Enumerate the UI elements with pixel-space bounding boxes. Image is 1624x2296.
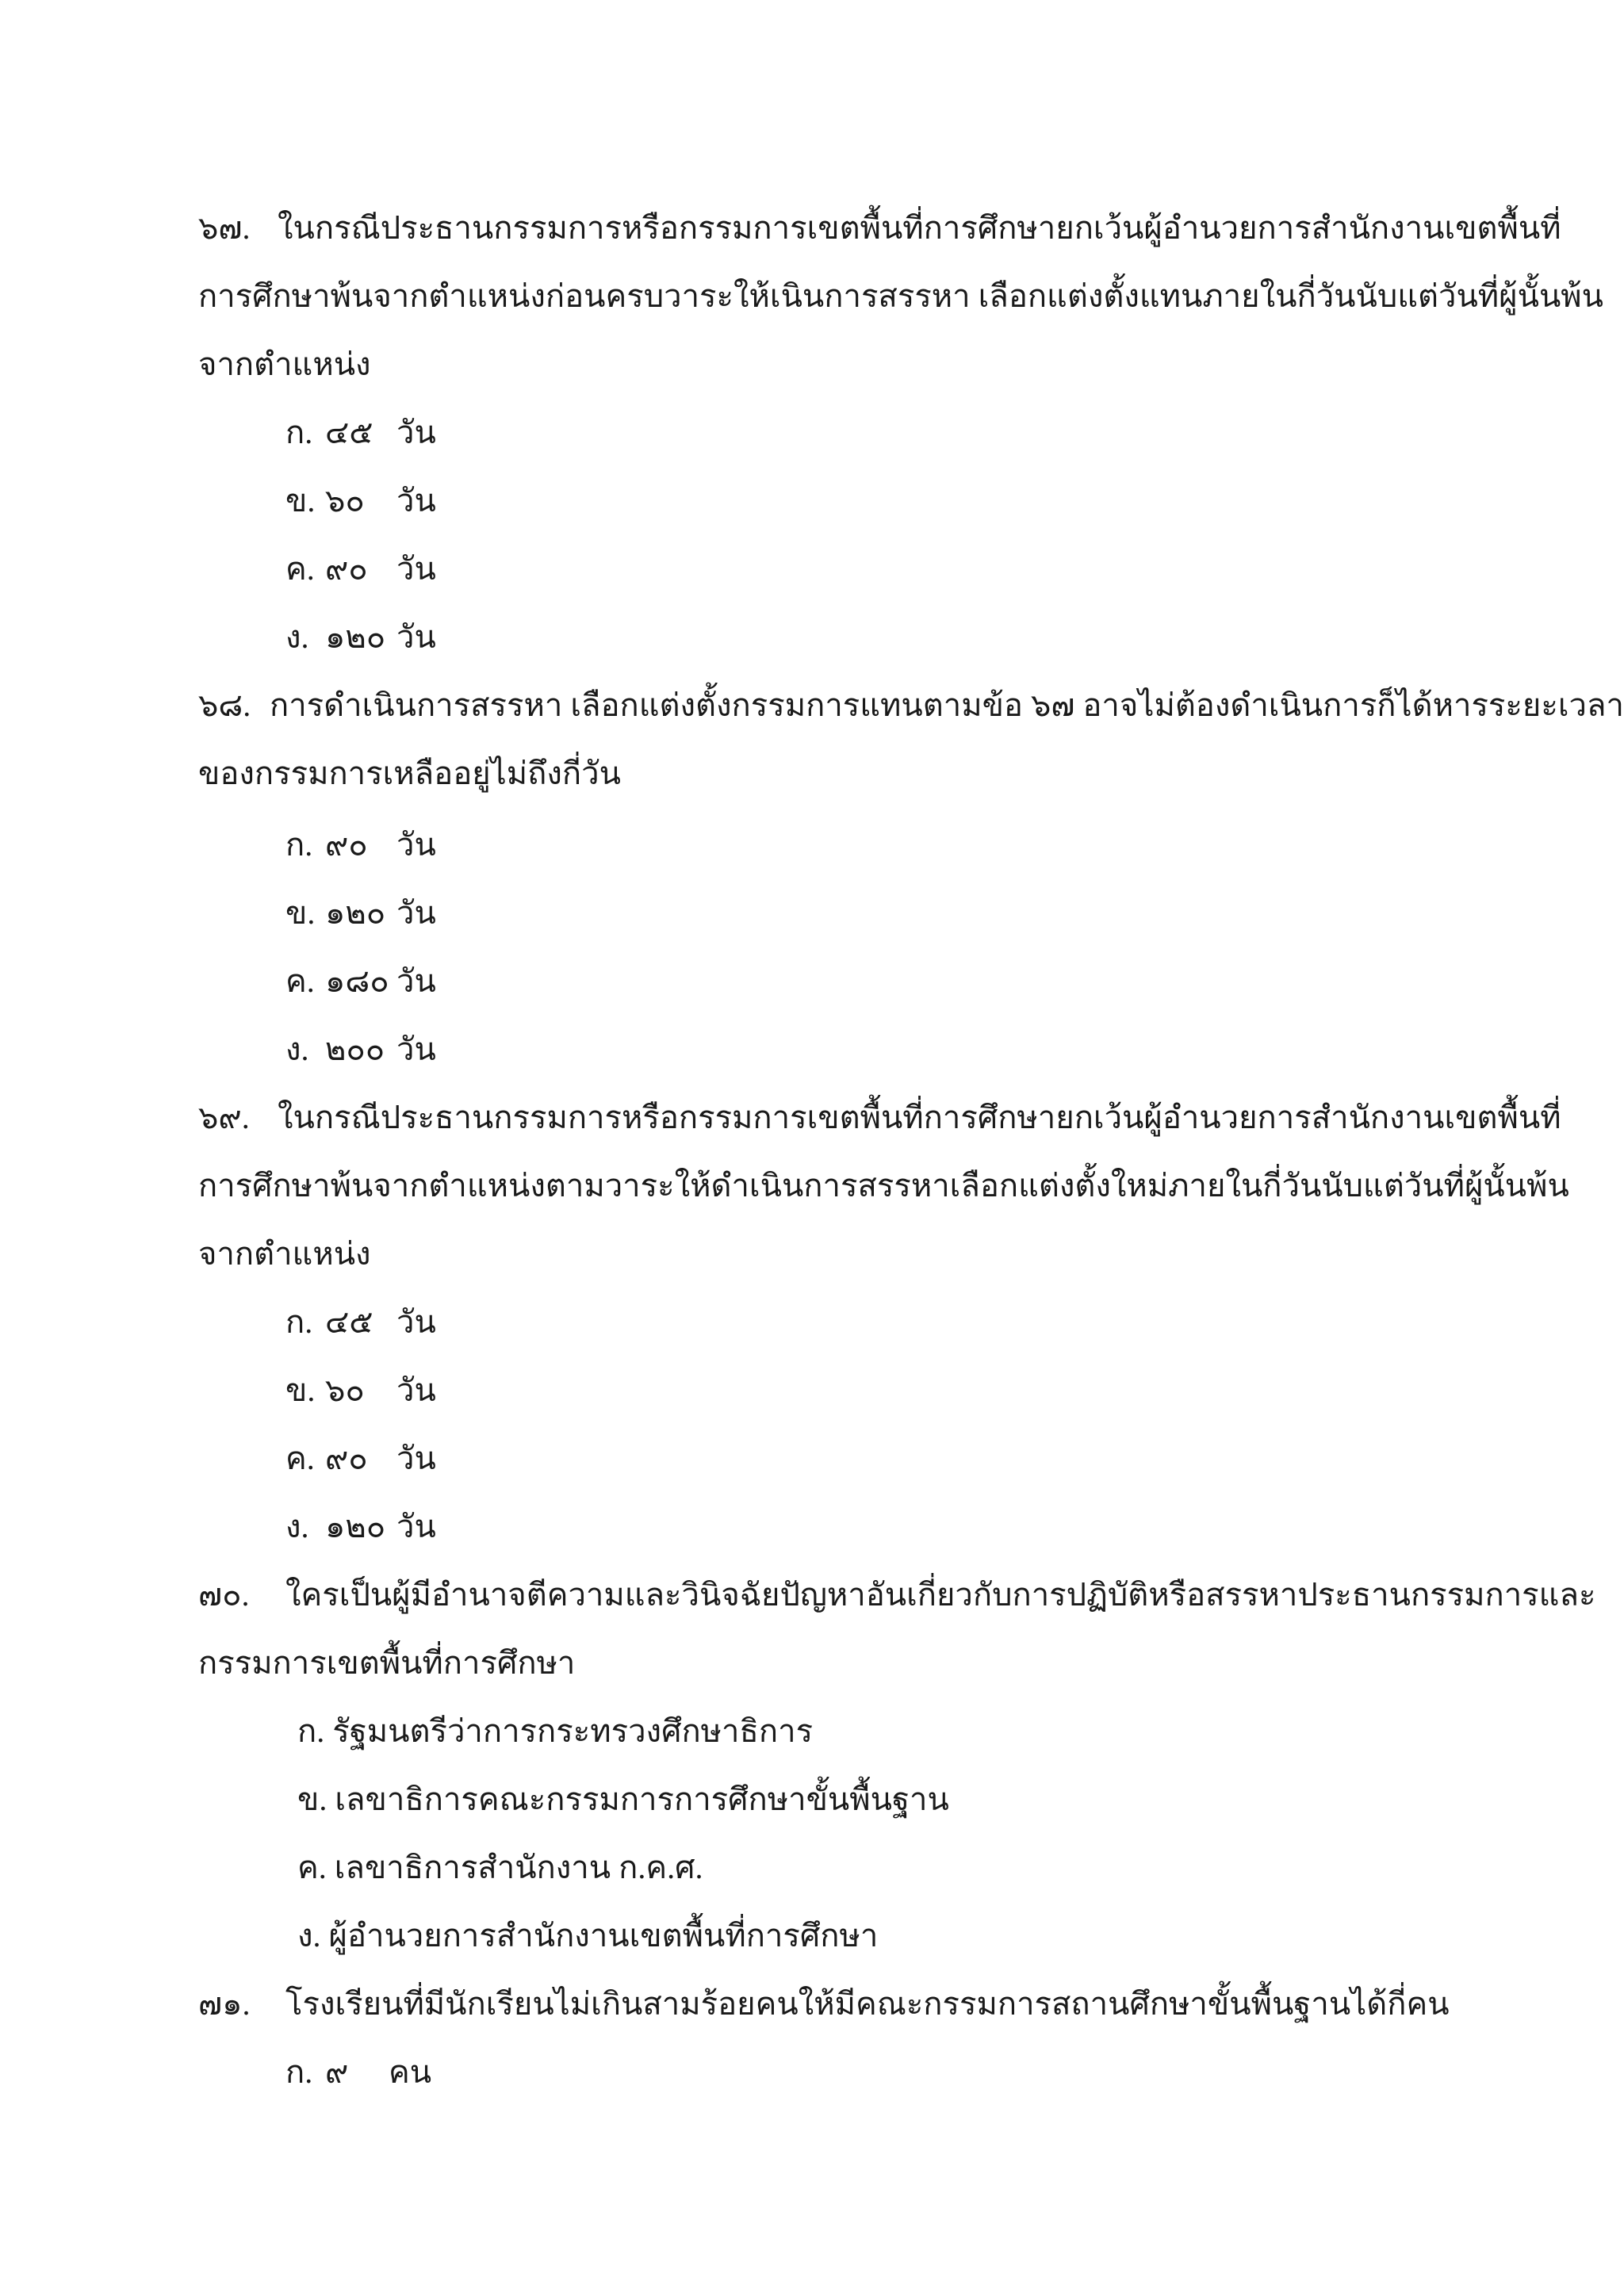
question-67-line-3: จากตำแหน่ง xyxy=(198,346,371,382)
option-d: ง. ๒๐๐ วัน xyxy=(285,1031,436,1067)
question-68-line-1 xyxy=(198,685,1624,726)
option-d: ง. ผู้อำนวยการสำนักงานเขตพื้นที่การศึกษา xyxy=(297,1918,879,1954)
question-71-line-1 xyxy=(198,1984,1450,2025)
option-c: ค. ๑๘๐ วัน xyxy=(285,963,436,999)
option-d: ง. ๑๒๐ วัน xyxy=(285,619,436,655)
option-c: ค. ๙๐ วัน xyxy=(285,551,436,587)
question-68-line-2: ของกรรมการเหลืออยู่ไม่ถึงกี่วัน xyxy=(198,756,621,791)
option-a: ก. ๙ คน xyxy=(285,2054,432,2090)
option-c: ค. ๙๐ วัน xyxy=(285,1441,436,1476)
question-text: การดำเนินการสรรหา เลือกแต่งตั้งกรรมการแทนตามข้อ ๖๗ อาจไม่ต้องดำเนินการก็ได้หารระยะเวลา xyxy=(270,687,1624,723)
question-number: ๖๗. xyxy=(198,210,251,246)
option-c: ค. เลขาธิการสำนักงาน ก.ค.ศ. xyxy=(297,1850,703,1885)
question-number: ๗๐. xyxy=(198,1577,250,1613)
question-69-line-2: การศึกษาพ้นจากตำแหน่งตามวาระให้ดำเนินการสรรหาเลือกแต่งตั้งใหม่ภายในกี่วันนับแต่วันที่ผู้นั้นพ้น xyxy=(198,1168,1569,1203)
option-b: ข. ๖๐ วัน xyxy=(285,483,436,519)
question-67-line-2: การศึกษาพ้นจากตำแหน่งก่อนครบวาระให้เนินการสรรหา เลือกแต่งตั้งแทนภายในกี่วันนับแต่วันที่ผู้นั้นพ้น xyxy=(198,278,1604,314)
question-67-line-1 xyxy=(198,208,1561,249)
question-text: ในกรณีประธานกรรมการหรือกรรมการเขตพื้นที่การศึกษายกเว้นผู้อำนวยการสำนักงานเขตพื้นที่ xyxy=(278,210,1561,246)
question-number: ๖๙. xyxy=(198,1100,250,1135)
question-70-line-2: กรรมการเขตพื้นที่การศึกษา xyxy=(198,1645,576,1681)
option-b: ข. ๑๒๐ วัน xyxy=(285,895,436,931)
option-a: ก. รัฐมนตรีว่าการกระทรวงศึกษาธิการ xyxy=(297,1713,814,1749)
option-a: ก. ๔๕ วัน xyxy=(285,415,436,450)
option-d: ง. ๑๒๐ วัน xyxy=(285,1509,436,1544)
question-69-line-3: จากตำแหน่ง xyxy=(198,1236,371,1272)
question-text: ในกรณีประธานกรรมการหรือกรรมการเขตพื้นที่การศึกษายกเว้นผู้อำนวยการสำนักงานเขตพื้นที่ xyxy=(278,1100,1561,1135)
question-number: ๗๑. xyxy=(198,1986,251,2022)
option-b: ข. ๖๐ วัน xyxy=(285,1372,436,1408)
option-a: ก. ๔๕ วัน xyxy=(285,1304,436,1340)
question-69-line-1 xyxy=(198,1097,1561,1138)
option-a: ก. ๙๐ วัน xyxy=(285,827,436,863)
question-number: ๖๘. xyxy=(198,687,251,723)
question-text: ใครเป็นผู้มีอำนาจตีความและวินิจฉัยปัญหาอันเกี่ยวกับการปฏิบัติหรือสรรหาประธานกรรมการและ xyxy=(285,1577,1596,1613)
question-text: โรงเรียนที่มีนักเรียนไม่เกินสามร้อยคนให้มีคณะกรรมการสถานศึกษาขั้นพื้นฐานได้กี่คน xyxy=(285,1986,1450,2022)
question-70-line-1 xyxy=(198,1575,1595,1616)
option-b: ข. เลขาธิการคณะกรรมการการศึกษาขั้นพื้นฐาน xyxy=(297,1781,949,1817)
